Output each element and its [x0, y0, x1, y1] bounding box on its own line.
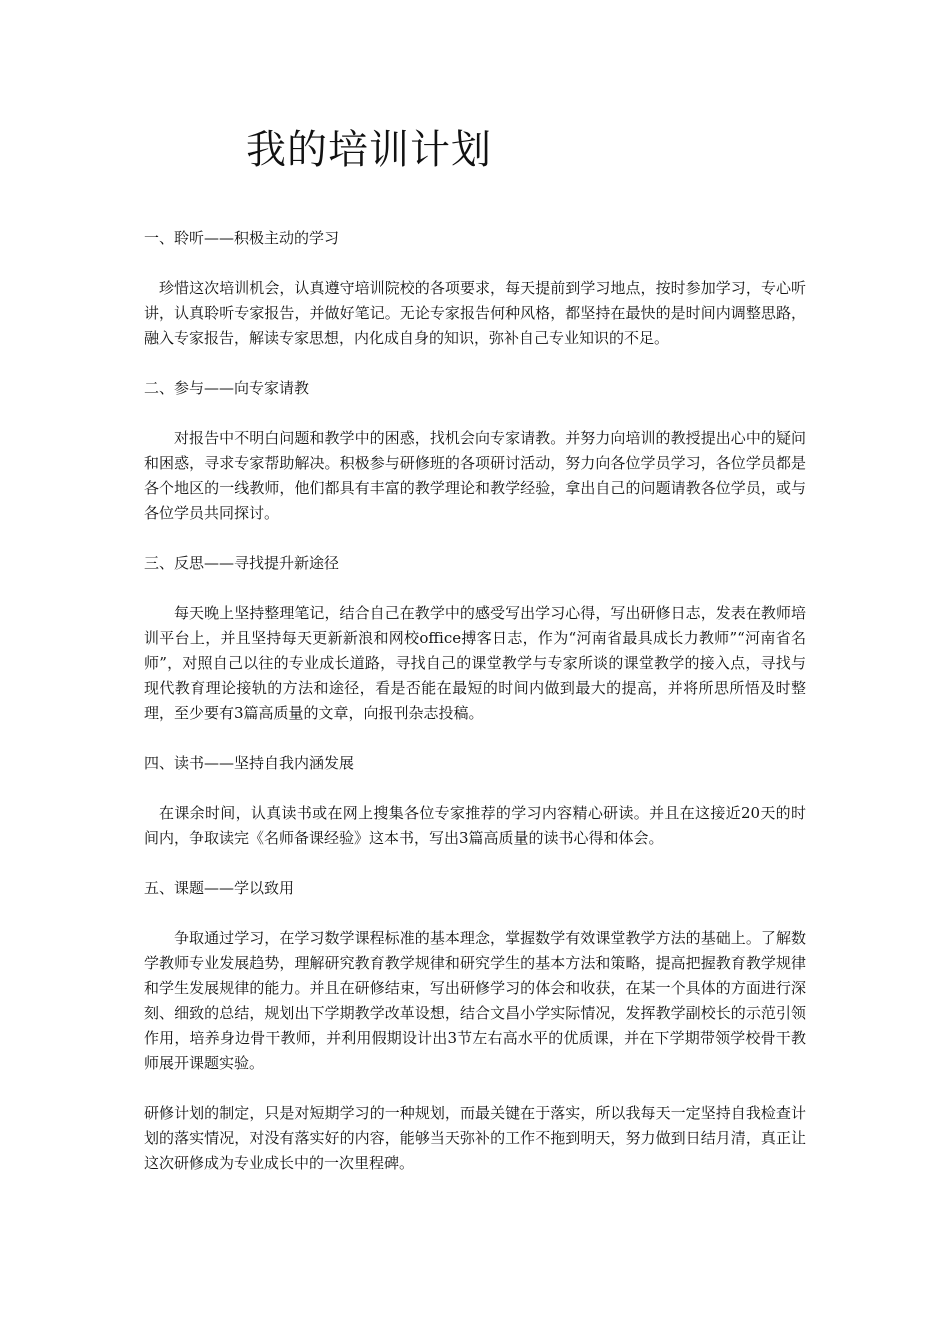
spacer: [144, 251, 806, 276]
spacer: [144, 726, 806, 751]
document-title: 我的培训计划: [246, 127, 492, 173]
section-body-participate: 对报告中不明白问题和教学中的困惑，找机会向专家请教。并努力向培训的教授提出心中的疑问和困惑，寻求专家帮助解决。积极参与研修班的各项研讨活动，努力向各位学员学习，各位学员都是各个地区的一线教师，他们都具有丰富的教学理论和教学经验，拿出自己的问题请教各位学员，或与各位学员共同探讨。: [144, 429, 806, 522]
section-body-listen: 珍惜这次培训机会，认真遵守培训院校的各项要求，每天提前到学习地点，按时参加学习，专心听讲，认真聆听专家报告，并做好笔记。无论专家报告何种风格，都坚持在最快的是时间内调整思路，融入专家报告，解读专家思想，内化成自身的知识，弥补自己专业知识的不足。: [144, 279, 806, 347]
spacer: [144, 526, 806, 551]
section-heading-listen: 一、聆听——积极主动的学习: [144, 229, 340, 247]
spacer: [144, 401, 806, 426]
section-body-reflect: 每天晚上坚持整理笔记，结合自己在教学中的感受写出学习心得，写出研修日志，发表在教师培训平台上，并且坚持每天更新新浪和网校office搏客日志，作为“河南省最具成长力教师”“河南省名师”，对照自己以往的专业成长道路，寻找自己的课堂教学与专家所谈的课堂教学的接入点，寻找与现代教育理论接轨的方法和途径，看是否能在最短的时间内做到最大的提高，并将所思所悟及时整理，至少要有3篇高质量的文章，向报刊杂志投稿。: [144, 604, 806, 722]
section-heading-read: 四、读书——坚持自我内涵发展: [144, 754, 355, 772]
spacer: [144, 901, 806, 926]
spacer: [144, 1076, 806, 1101]
spacer: [144, 776, 806, 801]
spacer: [144, 851, 806, 876]
spacer: [144, 351, 806, 376]
spacer: [144, 576, 806, 601]
document-body: [144, 226, 806, 1176]
section-heading-reflect: 三、反思——寻找提升新途径: [144, 554, 340, 572]
section-body-project: 争取通过学习，在学习数学课程标准的基本理念，掌握数学有效课堂教学方法的基础上。了解数学教师专业发展趋势，理解研究教育教学规律和研究学生的基本方法和策略，提高把握教育教学规律和学生发展规律的能力。并且在研修结束，写出研修学习的体会和收获，在某一个具体的方面进行深刻、细致的总结，规划出下学期教学改革设想，结合文昌小学实际情况，发挥教学副校长的示范引领作用，培养身边骨干教师，并利用假期设计出3节左右高水平的优质课，并在下学期带领学校骨干教师展开课题实验。: [144, 929, 806, 1072]
section-heading-participate: 二、参与——向专家请教: [144, 379, 310, 397]
section-heading-project: 五、课题——学以致用: [144, 879, 295, 897]
closing-paragraph: 研修计划的制定，只是对短期学习的一种规划，而最关键在于落实，所以我每天一定坚持自我检查计划的落实情况，对没有落实好的内容，能够当天弥补的工作不拖到明天，努力做到日结月清，真正让这次研修成为专业成长中的一次里程碑。: [144, 1104, 806, 1172]
section-body-read: 在课余时间，认真读书或在网上搜集各位专家推荐的学习内容精心研读。并且在这接近20天的时间内，争取读完《名师备课经验》这本书，写出3篇高质量的读书心得和体会。: [144, 804, 806, 847]
